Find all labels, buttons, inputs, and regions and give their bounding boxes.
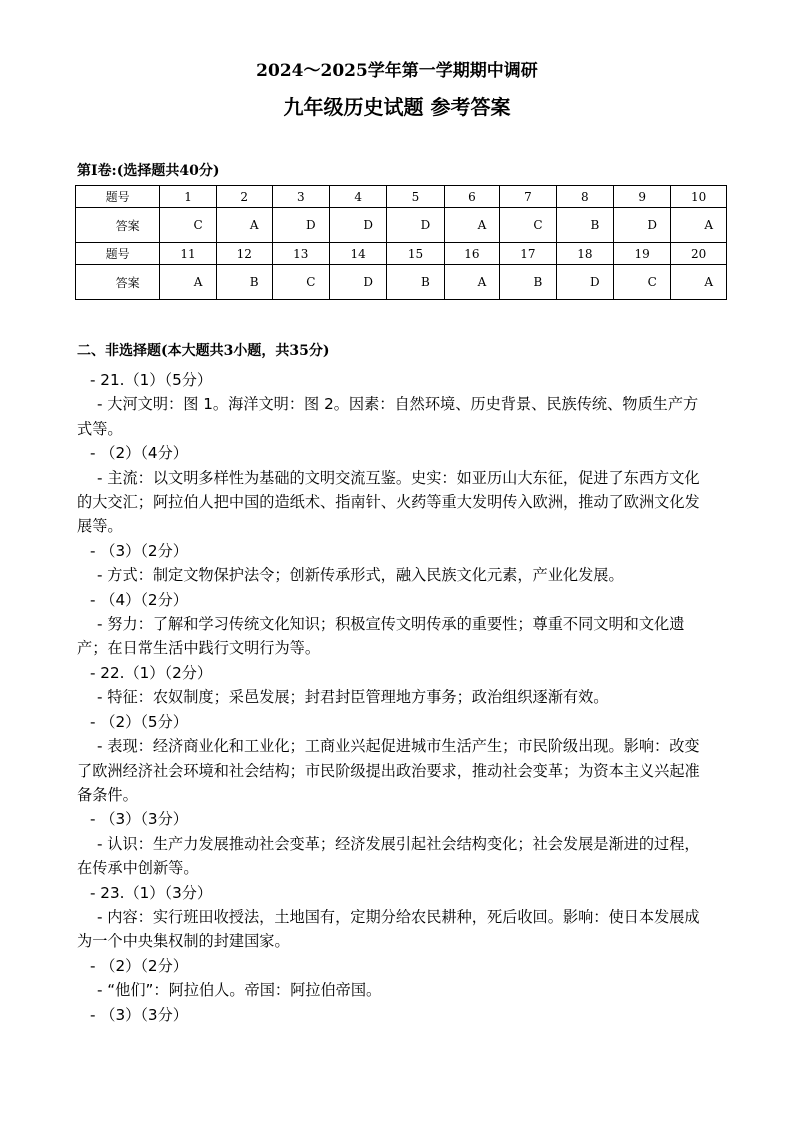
table-cell: 7 <box>500 186 557 208</box>
question-heading: - 22.（1）（2分） <box>90 663 213 682</box>
document-title: 2024～2025学年第一学期期中调研 <box>256 61 538 81</box>
table-cell: 19 <box>614 243 671 265</box>
table-cell: D <box>614 208 671 243</box>
table-cell: C <box>500 208 557 243</box>
question-heading: - （2）（4分） <box>90 444 188 463</box>
table-cell: 20 <box>671 243 727 265</box>
table-cell: 4 <box>329 186 386 208</box>
table-cell: 10 <box>671 186 727 208</box>
table-cell: D <box>329 265 386 300</box>
part1-heading: 第Ⅰ卷:(选择题共40分) <box>77 163 220 179</box>
table-cell: B <box>556 208 613 243</box>
answer-table <box>75 185 727 300</box>
table-cell: 18 <box>556 243 613 265</box>
answer-body <box>77 368 707 1027</box>
table-cell: B <box>500 265 557 300</box>
row-label: 题号 <box>76 186 160 208</box>
table-cell: 1 <box>160 186 217 208</box>
table-cell: D <box>387 208 444 243</box>
table-cell: 6 <box>444 186 500 208</box>
table-cell: 9 <box>614 186 671 208</box>
answer-text: - 方式：制定文物保护法令；创新传承形式，融入民族文化元素，产业化发展。 <box>97 566 624 585</box>
question-heading: - （3）（3分） <box>90 810 188 829</box>
table-row-numbers-1 <box>76 186 727 208</box>
question-heading: - 23.（1）（3分） <box>90 883 213 902</box>
table-cell: A <box>671 208 727 243</box>
question-heading: - （2）（5分） <box>90 712 188 731</box>
table-row-numbers-2 <box>76 243 727 265</box>
table-cell: 15 <box>387 243 444 265</box>
table-cell: C <box>272 265 329 300</box>
table-cell: 2 <box>216 186 272 208</box>
question-heading: - （4）（2分） <box>90 590 188 609</box>
answer-text: - 努力：了解和学习传统文化知识；积极宣传文明传承的重要性；尊重不同文明和文化遗产；在日常生活中践行文明行为等。 <box>77 615 685 658</box>
table-cell: D <box>272 208 329 243</box>
table-row-answers-1 <box>76 208 727 243</box>
table-cell: 11 <box>160 243 217 265</box>
answer-text: - 主流：以文明多样性为基础的文明交流互鉴。史实：如亚历山大东征，促进了东西方文化的大交汇；阿拉伯人把中国的造纸术、指南针、火药等重大发明传入欧洲，推动了欧洲文化发展等。 <box>77 468 700 536</box>
question-heading: - （3）（3分） <box>90 1005 188 1024</box>
row-label: 答案 <box>76 208 160 243</box>
table-cell: 14 <box>329 243 386 265</box>
answer-text: - 表现：经济商业化和工业化；工商业兴起促进城市生活产生；市民阶级出现。影响：改变了欧洲经济社会环境和社会结构；市民阶级提出政治要求，推动社会变革；为资本主义兴起准备条件。 <box>77 737 700 804</box>
table-cell: D <box>329 208 386 243</box>
table-cell: 3 <box>272 186 329 208</box>
part2-heading: 二、非选择题(本大题共3小题，共35分) <box>77 343 330 359</box>
table-cell: A <box>160 265 217 300</box>
table-cell: C <box>614 265 671 300</box>
table-cell: 13 <box>272 243 329 265</box>
answer-text: - 内容：实行班田收授法，土地国有，定期分给农民耕种，死后收回。影响：使日本发展成为一个中央集权制的封建国家。 <box>77 907 700 951</box>
table-cell: B <box>387 265 444 300</box>
answer-text: - “他们”：阿拉伯人。帝国：阿拉伯帝国。 <box>97 981 382 1000</box>
table-cell: 8 <box>556 186 613 208</box>
table-cell: 16 <box>444 243 500 265</box>
table-cell: A <box>216 208 272 243</box>
answer-text: - 特征：农奴制度；采邑发展；封君封臣管理地方事务；政治组织逐渐有效。 <box>97 688 609 707</box>
question-heading: - （2）（2分） <box>90 956 188 975</box>
table-cell: D <box>556 265 613 300</box>
table-cell: A <box>671 265 727 300</box>
table-cell: 17 <box>500 243 557 265</box>
question-heading: - （3）（2分） <box>90 541 188 560</box>
table-cell: 12 <box>216 243 272 265</box>
table-row-answers-2 <box>76 265 727 300</box>
document-subtitle: 九年级历史试题 参考答案 <box>283 95 511 119</box>
table-cell: B <box>216 265 272 300</box>
row-label: 题号 <box>76 243 160 265</box>
table-cell: 5 <box>387 186 444 208</box>
answer-text: - 认识：生产力发展推动社会变革；经济发展引起社会结构变化；社会发展是渐进的过程，在传承中创新等。 <box>77 834 700 878</box>
table-cell: C <box>160 208 217 243</box>
row-label: 答案 <box>76 265 160 300</box>
question-heading: - 21.（1）（5分） <box>90 371 213 389</box>
table-cell: A <box>444 265 500 300</box>
table-cell: A <box>444 208 500 243</box>
answer-text: - 大河文明：图 1。海洋文明：图 2。因素：自然环境、历史背景、民族传统、物质生产方式等。 <box>77 395 699 438</box>
